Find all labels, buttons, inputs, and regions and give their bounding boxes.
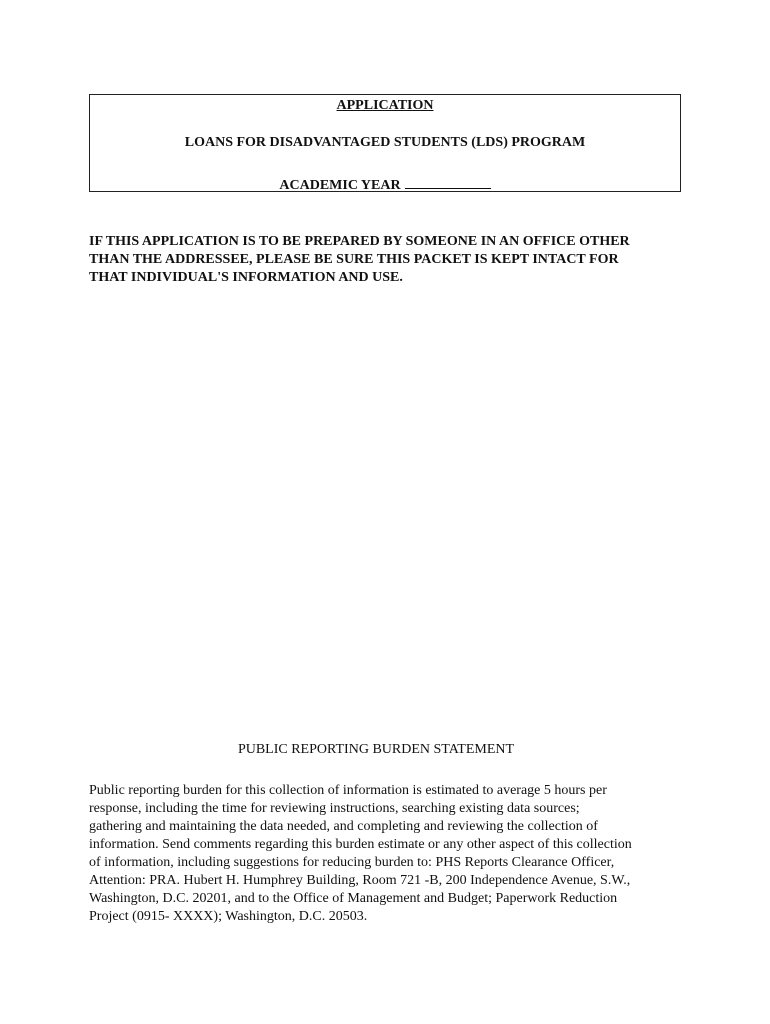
notice-line: THAN THE ADDRESSEE, PLEASE BE SURE THIS PACKET IS KEPT INTACT FOR xyxy=(89,252,619,267)
burden-line: response, including the time for reviewing instructions, searching existing data sources; xyxy=(89,801,580,816)
burden-line: information. Send comments regarding this burden estimate or any other aspect of this collection xyxy=(89,837,632,852)
burden-line: of information, including suggestions for reducing burden to: PHS Reports Clearance Officer, xyxy=(89,855,615,870)
notice-line: IF THIS APPLICATION IS TO BE PREPARED BY SOMEONE IN AN OFFICE OTHER xyxy=(89,234,630,249)
burden-heading: PUBLIC REPORTING BURDEN STATEMENT xyxy=(237,742,515,757)
academic-year-line xyxy=(90,174,680,194)
academic-year-label: ACADEMIC YEAR xyxy=(279,178,401,193)
burden-line: Washington, D.C. 20201, and to the Office of Management and Budget; Paperwork Reduction xyxy=(89,891,618,906)
burden-line: Public reporting burden for this collection of information is estimated to average 5 hours per xyxy=(89,783,607,798)
burden-line: gathering and maintaining the data needed, and completing and reviewing the collection of xyxy=(89,819,598,834)
burden-statement xyxy=(89,782,689,926)
application-title: APPLICATION xyxy=(336,98,434,113)
notice-line: THAT INDIVIDUAL'S INFORMATION AND USE. xyxy=(89,270,403,285)
notice-paragraph xyxy=(89,233,689,287)
academic-year-blank xyxy=(405,174,491,189)
title-box xyxy=(89,94,681,192)
burden-line: Project (0915- XXXX); Washington, D.C. 20503. xyxy=(89,909,368,924)
program-name: LOANS FOR DISADVANTAGED STUDENTS (LDS) PROGRAM xyxy=(184,135,586,150)
burden-line: Attention: PRA. Hubert H. Humphrey Building, Room 721 -B, 200 Independence Avenue, S.W., xyxy=(89,873,631,888)
